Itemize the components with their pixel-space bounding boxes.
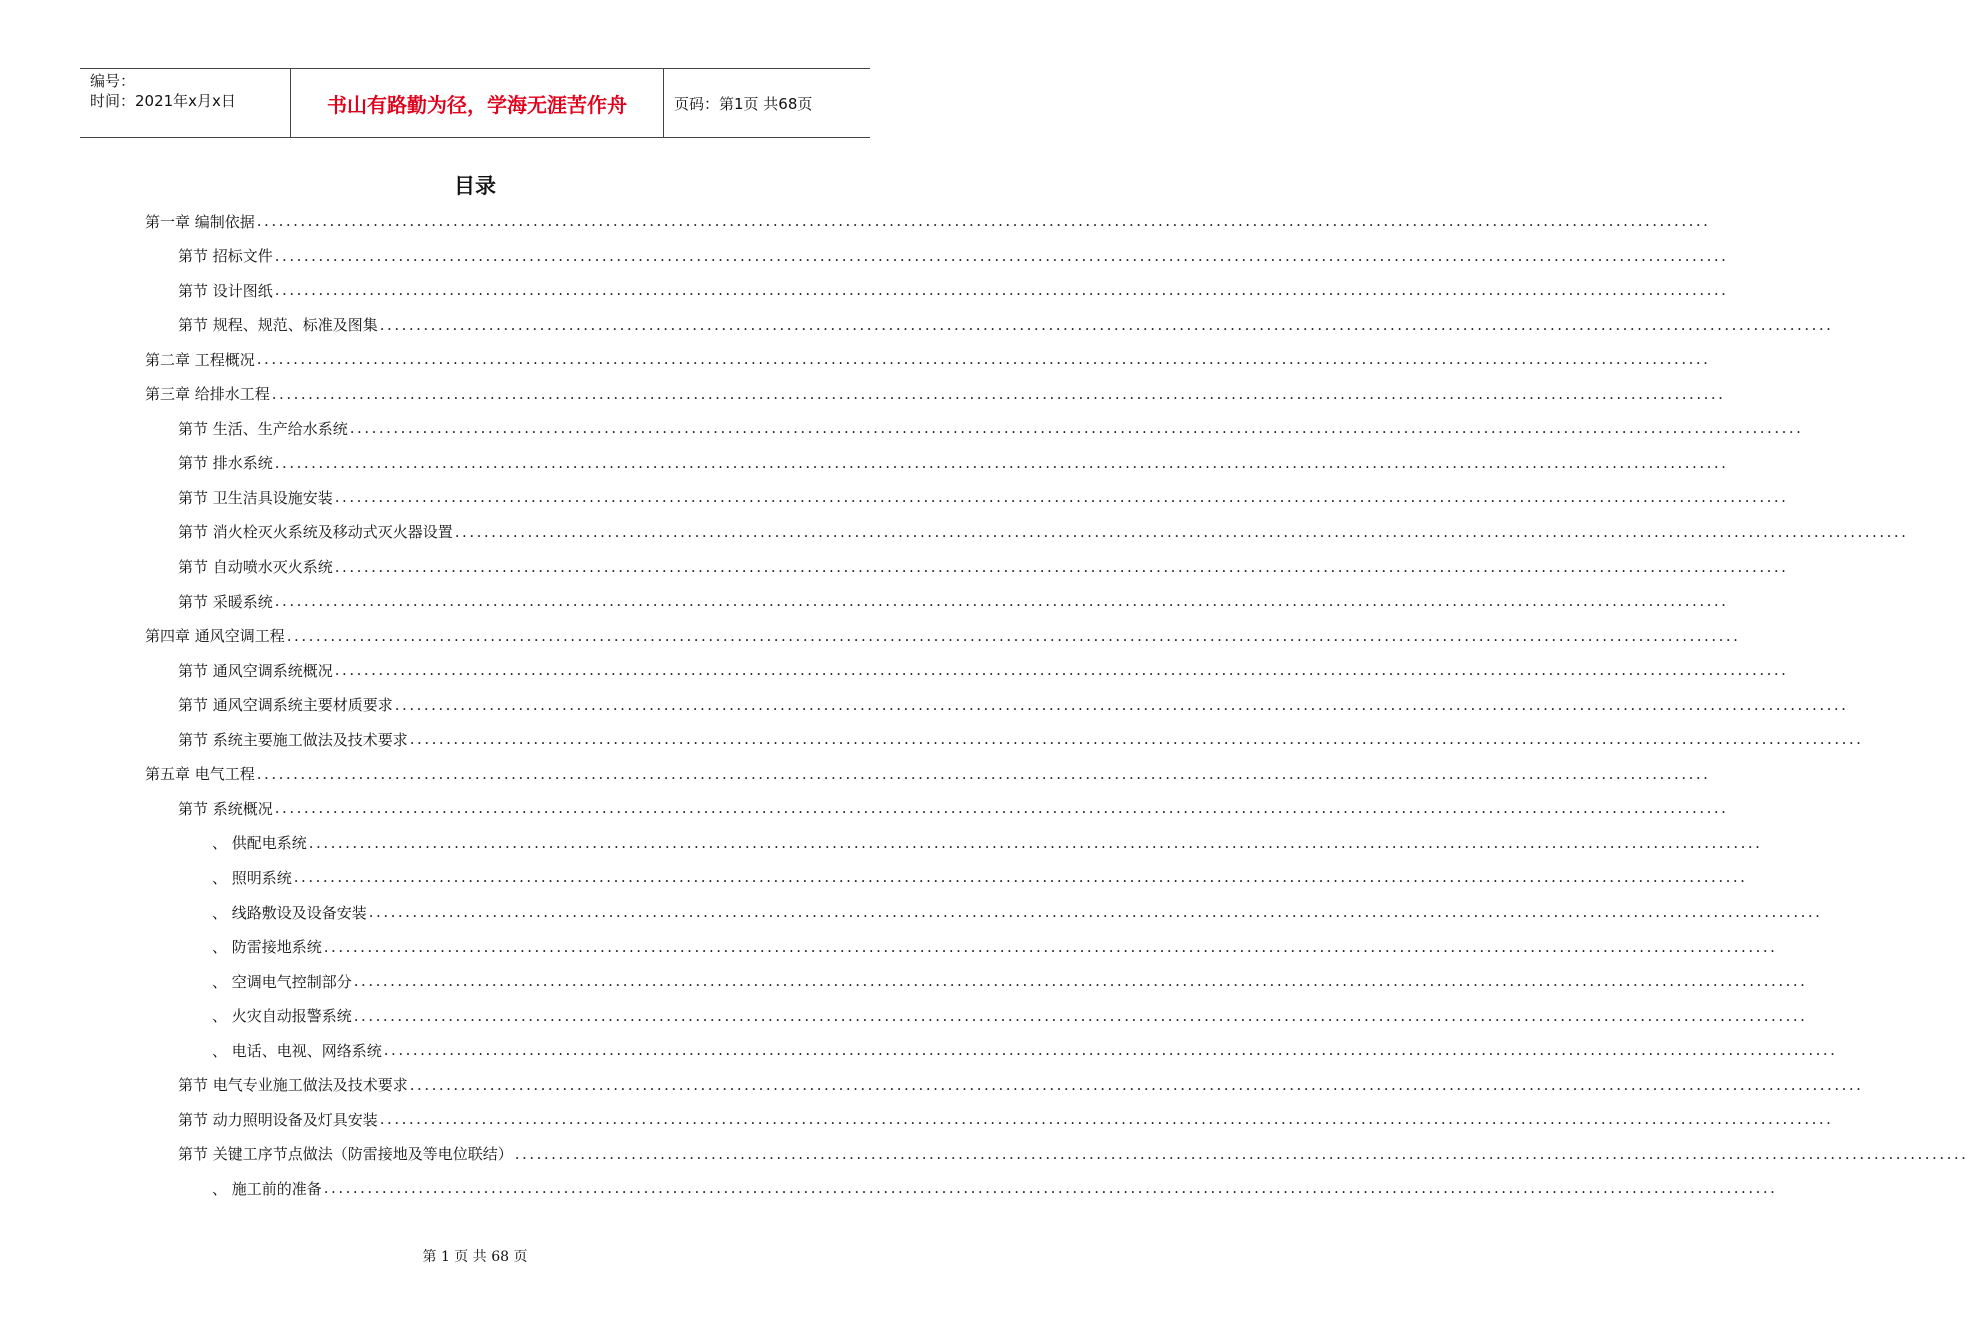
toc-entry-label: 、 电话、电视、网络系统 xyxy=(212,1041,382,1060)
toc-dot-leader: ........................................................................................................................................................................................................ xyxy=(454,522,1909,541)
toc-dot-leader: ........................................................................................................................................................................................................ xyxy=(334,661,1789,680)
toc-entry xyxy=(212,930,1778,964)
toc-entry-label: 、 照明系统 xyxy=(212,868,292,887)
toc-entry-label: 、 火灾自动报警系统 xyxy=(212,1007,352,1026)
header-page-info: 页码：第1页 共68页 xyxy=(674,94,813,113)
date-label: 时间：2021年x月x日 xyxy=(90,92,236,110)
toc-dot-leader: ........................................................................................................................................................................................................ xyxy=(334,488,1789,507)
toc-entry xyxy=(212,964,1808,998)
toc-dot-leader: ........................................................................................................................................................................................................ xyxy=(256,212,1711,230)
toc-entry-label: 第节 动力照明设备及灯具安装 xyxy=(178,1110,378,1129)
toc-dot-leader: ........................................................................................................................................................................................................ xyxy=(394,695,1849,714)
toc-entry xyxy=(145,619,1741,653)
toc-entry-label: 第三章 给排水工程 xyxy=(145,385,270,404)
toc-entry-label: 第节 关键工序节点做法（防雷接地及等电位联结） xyxy=(178,1145,513,1164)
toc-entry xyxy=(212,1033,1838,1067)
toc-entry-label: 第节 生活、生产给水系统 xyxy=(178,419,348,438)
toc-entry xyxy=(212,860,1748,894)
toc-dot-leader: ........................................................................................................................................................................................................ xyxy=(379,1110,1834,1129)
toc-dot-leader: ........................................................................................................................................................................................................ xyxy=(379,315,1834,334)
toc-entry-label: 、 施工前的准备 xyxy=(212,1179,322,1198)
toc-dot-leader: ........................................................................................................................................................................................................ xyxy=(409,1075,1864,1094)
toc-dot-leader: ........................................................................................................................................................................................................ xyxy=(256,350,1711,369)
toc-dot-leader: ........................................................................................................................................................................................................ xyxy=(293,868,1748,887)
toc-dot-leader: ........................................................................................................................................................................................................ xyxy=(256,764,1711,783)
toc-entry xyxy=(145,204,1711,238)
toc-entry-label: 第节 系统概况 xyxy=(178,799,273,818)
toc-entry-label: 第一章 编制依据 xyxy=(145,212,255,231)
toc-entry-label: 第节 设计图纸 xyxy=(178,281,273,300)
number-label: 编号： xyxy=(90,72,136,90)
toc-dot-leader: ........................................................................................................................................................................................................ xyxy=(514,1144,1968,1163)
toc-entry xyxy=(178,584,1729,618)
toc-entry xyxy=(212,826,1763,860)
toc-entry-label: 第节 系统主要施工做法及技术要求 xyxy=(178,730,408,749)
toc-dot-leader: ........................................................................................................................................................................................................ xyxy=(409,730,1864,749)
toc-entry xyxy=(178,308,1834,342)
toc-dot-leader: ........................................................................................................................................................................................................ xyxy=(368,903,1823,921)
toc-entry-label: 第二章 工程概况 xyxy=(145,350,255,369)
toc-entry xyxy=(178,1102,1834,1136)
toc-entry-label: 第节 规程、规范、标准及图集 xyxy=(178,316,378,335)
toc-dot-leader: ........................................................................................................................................................................................................ xyxy=(323,1179,1778,1198)
toc-entry-label: 第节 通风空调系统概况 xyxy=(178,661,333,680)
header-meta xyxy=(80,69,291,137)
document-title: 目录 xyxy=(454,174,496,198)
toc-entry xyxy=(178,239,1729,273)
toc-entry xyxy=(212,895,1823,929)
toc-dot-leader: ........................................................................................................................................................................................................ xyxy=(274,281,1729,300)
toc-entry-label: 第节 自动喷水灭火系统 xyxy=(178,558,333,576)
toc-entry xyxy=(178,1068,1864,1102)
toc-entry xyxy=(178,1137,1968,1171)
toc-entry-label: 第节 通风空调系统主要材质要求 xyxy=(178,696,393,715)
toc-entry xyxy=(178,273,1729,307)
toc-dot-leader: ........................................................................................................................................................................................................ xyxy=(274,246,1729,265)
toc-entry-label: 、 空调电气控制部分 xyxy=(212,972,352,991)
toc-entry xyxy=(178,550,1789,584)
toc-entry xyxy=(178,722,1864,756)
toc-entry xyxy=(178,791,1729,825)
toc-entry-label: 第节 采暖系统 xyxy=(178,592,273,611)
toc-dot-leader: ........................................................................................................................................................................................................ xyxy=(274,592,1729,611)
toc-entry-label: 、 防雷接地系统 xyxy=(212,938,322,957)
toc-entry xyxy=(178,446,1729,480)
toc-entry xyxy=(178,515,1909,549)
toc-dot-leader: ........................................................................................................................................................................................................ xyxy=(349,419,1804,438)
page-header xyxy=(80,68,870,138)
toc-entry-label: 、 线路敷设及设备安装 xyxy=(212,903,367,922)
toc-dot-leader: ........................................................................................................................................................................................................ xyxy=(271,384,1726,403)
toc-entry xyxy=(145,377,1726,411)
header-motto: 书山有路勤为径，学海无涯苦作舟 xyxy=(291,69,664,137)
page-footer: 第 1 页 共 68 页 xyxy=(422,1249,528,1265)
toc-entry-label: 第节 卫生洁具设施安装 xyxy=(178,488,333,507)
toc-dot-leader: ........................................................................................................................................................................................................ xyxy=(274,799,1729,818)
toc-entry xyxy=(145,757,1711,791)
toc-entry xyxy=(178,653,1789,687)
toc-dot-leader: ........................................................................................................................................................................................................ xyxy=(308,833,1763,852)
toc-dot-leader: ........................................................................................................................................................................................................ xyxy=(353,1006,1808,1025)
toc-entry-label: 、 供配电系统 xyxy=(212,834,307,853)
toc-dot-leader: ........................................................................................................................................................................................................ xyxy=(286,626,1741,645)
toc-entry-label: 第四章 通风空调工程 xyxy=(145,627,285,646)
toc-dot-leader: ........................................................................................................................................................................................................ xyxy=(274,453,1729,472)
toc-dot-leader: ........................................................................................................................................................................................................ xyxy=(353,972,1808,991)
toc-entry xyxy=(145,342,1711,376)
toc-entry-label: 第节 消火栓灭火系统及移动式灭火器设置 xyxy=(178,523,453,542)
toc-dot-leader: ........................................................................................................................................................................................................ xyxy=(323,937,1778,956)
toc-dot-leader: ........................................................................................................................................................................................................ xyxy=(383,1041,1838,1060)
toc-entry xyxy=(178,480,1789,514)
toc-entry-label: 第节 招标文件 xyxy=(178,247,273,266)
toc-entry-label: 第节 排水系统 xyxy=(178,454,273,473)
toc-entry xyxy=(212,1171,1778,1205)
toc-entry-label: 第五章 电气工程 xyxy=(145,765,255,784)
toc-entry-label: 第节 电气专业施工做法及技术要求 xyxy=(178,1076,408,1095)
toc-dot-leader: ........................................................................................................................................................................................................ xyxy=(334,557,1789,576)
toc-entry xyxy=(178,411,1804,445)
toc-entry xyxy=(212,999,1808,1033)
toc-entry xyxy=(178,688,1849,722)
